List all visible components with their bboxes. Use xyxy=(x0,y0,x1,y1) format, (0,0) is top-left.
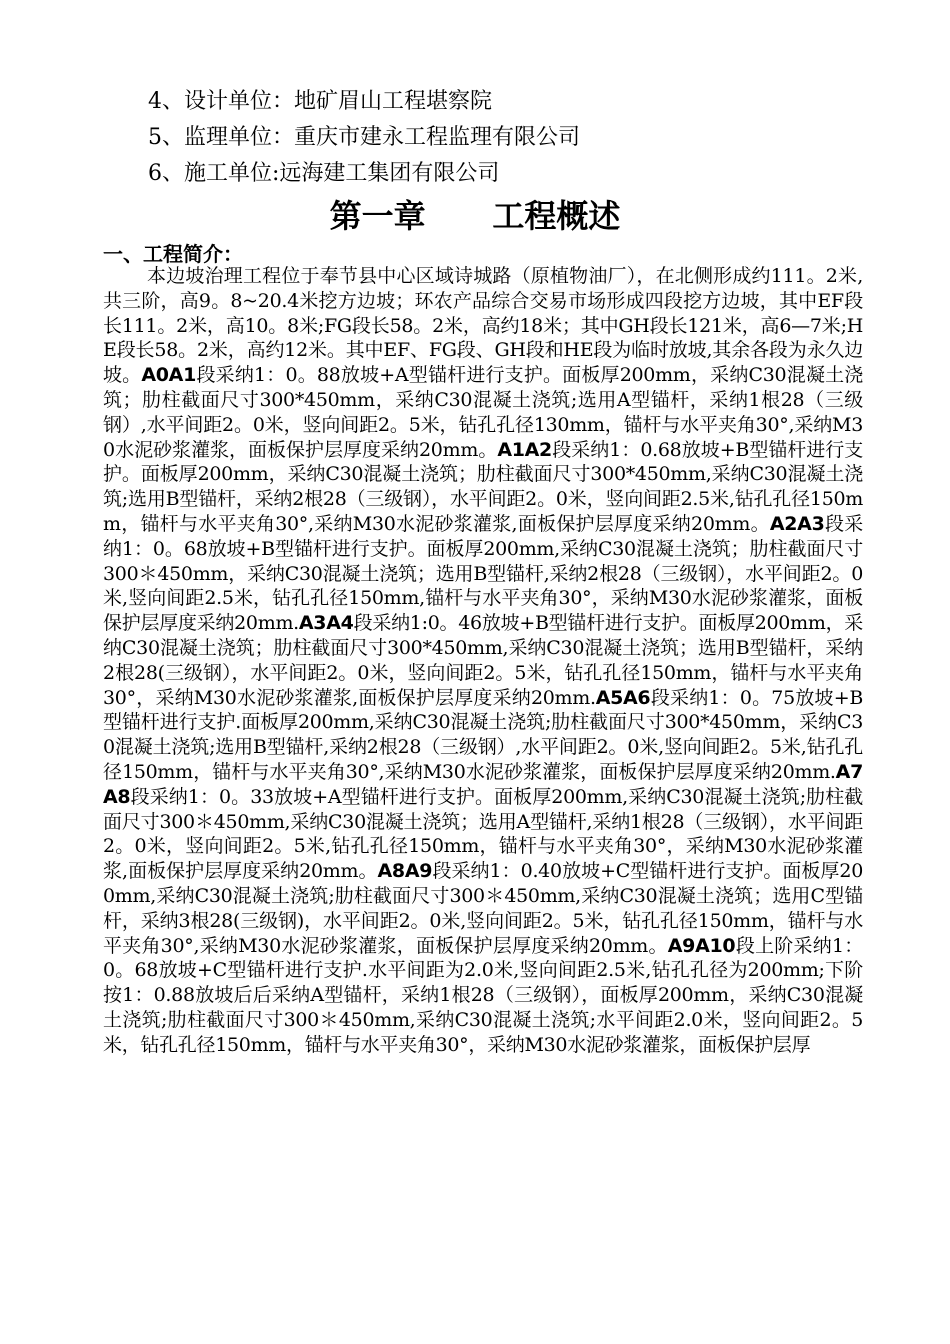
segment-text: 段上阶采纳1：0。68放坡+C型锚杆进行支护.水平间距为2.0米,竖向间距2.5米,钻孔孔径为200mm;下阶按1：0.88放坡后后采纳A型锚杆，采纳1根28（三级钢），面板厚200mm，采纳C30混凝土浇筑;肋柱截面尺寸300＊450mm,采纳C30混凝土浇筑;水平间距2.0米，竖向间距2。5米，钻孔孔径150mm，锚杆与水平夹角30°，采纳M30水泥砂浆灌浆，面板保护层厚 xyxy=(103,934,863,1056)
segment-text: 段采纳1：0。33放坡+A型锚杆进行支护。面板厚200mm,采纳C30混凝土浇筑;肋柱截面尺寸300＊450mm,采纳C30混凝土浇筑；选用A型锚杆,采纳1根28（三级钢），水平间距2。0米，竖向间距2。5米,钻孔孔径150mm，锚杆与水平夹角30°，采纳M30水泥砂浆灌浆,面板保护层厚度采纳20mm。 xyxy=(103,785,863,883)
section-heading: 一、工程简介： xyxy=(103,242,243,266)
supervision-unit-line: 5、监理单位：重庆市建永工程监理有限公司 xyxy=(148,125,580,150)
segment-text: 段采纳1：0.40放坡+C型锚杆进行支护。面板厚200mm,采纳C30混凝土浇筑;肋柱截面尺寸300＊450mm,采纳C30混凝土浇筑；选用C型锚杆，采纳3根28(三级钢)，水平间距2。0米,竖向间距2。5米，钻孔孔径150mm，锚杆与水平夹角30°,采纳M30水泥砂浆灌浆，面板保护层厚度采纳20mm。 xyxy=(103,860,863,957)
segment-text: 段采纳1:0。46放坡+B型锚杆进行支护。面板厚200mm，采纳C30混凝土浇筑；肋柱截面尺寸300*450mm,采纳C30混凝土浇筑；选用B型锚杆，采纳2根28(三级钢），水平间距2。0米，竖向间距2。5米，钻孔孔径150mm，锚杆与水平夹角30°，采纳M30水泥砂浆灌浆,面板保护层厚度采纳20mm. xyxy=(103,612,864,709)
design-unit-line: 4、设计单位：地矿眉山工程堪察院 xyxy=(148,89,492,114)
segment-text: 段采纳1：0.68放坡+B型锚杆进行支护。面板厚200mm，采纳C30混凝土浇筑；肋柱截面尺寸300*450mm,采纳C30混凝土浇筑;选用B型锚杆，采纳2根28（三级钢），水平间距2。0米，竖向间距2.5米,钻孔孔径150mm，锚杆与水平夹角30°,采纳M30水泥砂浆灌浆,面板保护层厚度采纳20mm。 xyxy=(103,438,864,535)
segment-id: A3A4 xyxy=(298,612,354,635)
segment-id: A2A3 xyxy=(769,512,825,535)
segment-id: A5A6 xyxy=(595,686,651,709)
segment-text: 段采纳1：0。88放坡+A型锚杆进行支护。面板厚200mm，采纳C30混凝土浇筑；肋柱截面尺寸300*450mm，采纳C30混凝土浇筑;选用A型锚杆，采纳1根28（三级钢）,水平间距2。0米，竖向间距2。5米，钻孔孔径130mm，锚杆与水平夹角30°,采纳M30水泥砂浆灌浆，面板保护层厚度采纳20mm。 xyxy=(103,364,864,461)
intro-text: 本边坡治理工程位于奉节县中心区域诗城路（原植物油厂），在北侧形成约111。2米,共三阶，高9。8~20.4米挖方边坡；环农产品综合交易市场形成四段挖方边坡，其中EF段长111。2米，高10。8米;FG段长58。2米，高约18米；其中GH段长121米，高6—7米;HE段长58。2米，高约12米。其中EF、FG段、GH段和HE段为临时放坡,其余各段为永久边坡。 xyxy=(103,265,863,387)
construction-unit-line: 6、施工单位:远海建工集团有限公司 xyxy=(148,161,500,186)
project-description-paragraph xyxy=(103,264,863,1058)
segment-text: 段采纳1：0。75放坡+B型锚杆进行支护.面板厚200mm,采纳C30混凝土浇筑;肋柱截面尺寸300*450mm，采纳C30混凝土浇筑;选用B型锚杆,采纳2根28（三级钢）,水平间距2。0米,竖向间距2。5米,钻孔孔径150mm，锚杆与水平夹角30°,采纳M30水泥砂浆灌浆，面板保护层厚度采纳20mm. xyxy=(103,686,863,783)
segment-text: 段采纳1：0。68放坡+B型锚杆进行支护。面板厚200mm,采纳C30混凝土浇筑；肋柱截面尺寸300＊450mm，采纳C30混凝土浇筑；选用B型锚杆,采纳2根28（三级钢），水平间距2。0米,竖向间距2.5米，钻孔孔径150mm,锚杆与水平夹角30°，采纳M30水泥砂浆灌浆，面板保护层厚度采纳20mm. xyxy=(103,512,863,635)
segment-id: A7A8 xyxy=(103,760,863,808)
segment-id: A8A9 xyxy=(377,860,433,883)
segment-id: A1A2 xyxy=(497,438,552,461)
chapter-title: 第一章 工程概述 xyxy=(329,197,621,235)
segment-id: A9A10 xyxy=(667,934,736,957)
segment-id: A0A1 xyxy=(141,364,197,387)
